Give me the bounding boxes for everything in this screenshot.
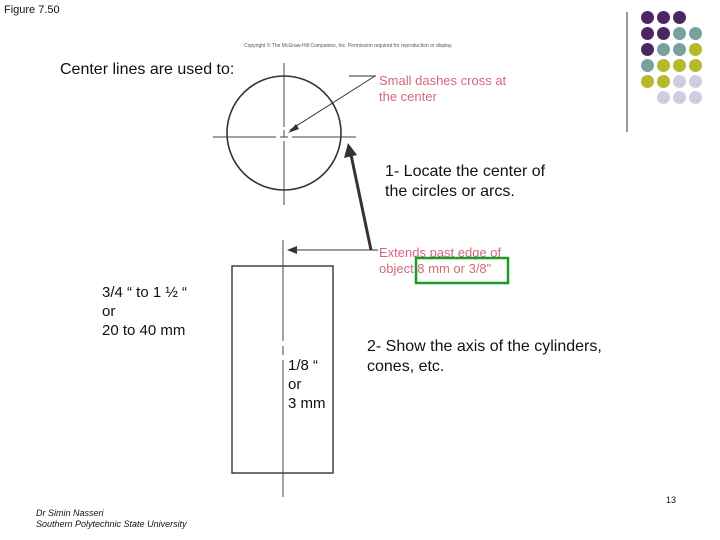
- grid-dot: [689, 43, 702, 56]
- grid-dot: [689, 59, 702, 72]
- page-number: 13: [666, 495, 677, 505]
- grid-dot: [641, 11, 654, 24]
- copyright-notice: Copyright © The McGraw-Hill Companies, Inc. Permission required for reproduction or display.: [244, 43, 453, 49]
- grid-dot: [657, 75, 670, 88]
- point-two-line1: 2- Show the axis of the cylinders,: [367, 338, 602, 355]
- grid-dot: [657, 59, 670, 72]
- note-small-dashes-line2: the center: [379, 89, 437, 104]
- author-name: Dr Simin Nasseri: [36, 508, 104, 518]
- leader-to-center: [290, 76, 375, 130]
- point-one-line2: the circles or arcs.: [385, 183, 515, 200]
- dimension-small-line1: 1/8 “: [288, 357, 319, 374]
- point-two-line2: cones, etc.: [367, 358, 445, 375]
- arrow-point-one: [350, 150, 371, 250]
- arrow-point-one-head: [344, 143, 357, 158]
- dimension-small-line2: or: [288, 376, 302, 393]
- figure-label: Figure 7.50: [4, 4, 60, 16]
- note-small-dashes-line1: Small dashes cross at: [379, 73, 507, 88]
- leader-arrowhead-axis: [287, 246, 297, 254]
- point-one-line1: 1- Locate the center of: [385, 163, 546, 180]
- grid-dot: [673, 27, 686, 40]
- dimension-large-line2: or: [102, 303, 116, 320]
- grid-dot: [673, 43, 686, 56]
- grid-dot: [673, 11, 686, 24]
- grid-dot: [657, 11, 670, 24]
- grid-dot: [689, 75, 702, 88]
- note-extends-line1: Extends past edge of: [379, 245, 502, 260]
- grid-dot: [673, 91, 686, 104]
- author-institution: Southern Polytechnic State University: [36, 519, 187, 529]
- grid-dot: [657, 91, 670, 104]
- grid-dot: [657, 43, 670, 56]
- grid-dot: [673, 59, 686, 72]
- grid-dot: [641, 75, 654, 88]
- grid-dot: [673, 75, 686, 88]
- dimension-small-line3: 3 mm: [288, 395, 326, 412]
- grid-dot: [689, 27, 702, 40]
- note-extends-line2: object 8 mm or 3/8": [379, 261, 492, 276]
- dimension-large-line1: 3/4 “ to 1 ½ “: [102, 284, 188, 301]
- dimension-large-line3: 20 to 40 mm: [102, 322, 186, 339]
- highlight-box: [416, 258, 508, 283]
- grid-dot: [641, 27, 654, 40]
- grid-dot: [689, 91, 702, 104]
- grid-dot: [641, 43, 654, 56]
- grid-dot: [657, 27, 670, 40]
- grid-dot: [641, 59, 654, 72]
- intro-heading: Center lines are used to:: [60, 61, 235, 78]
